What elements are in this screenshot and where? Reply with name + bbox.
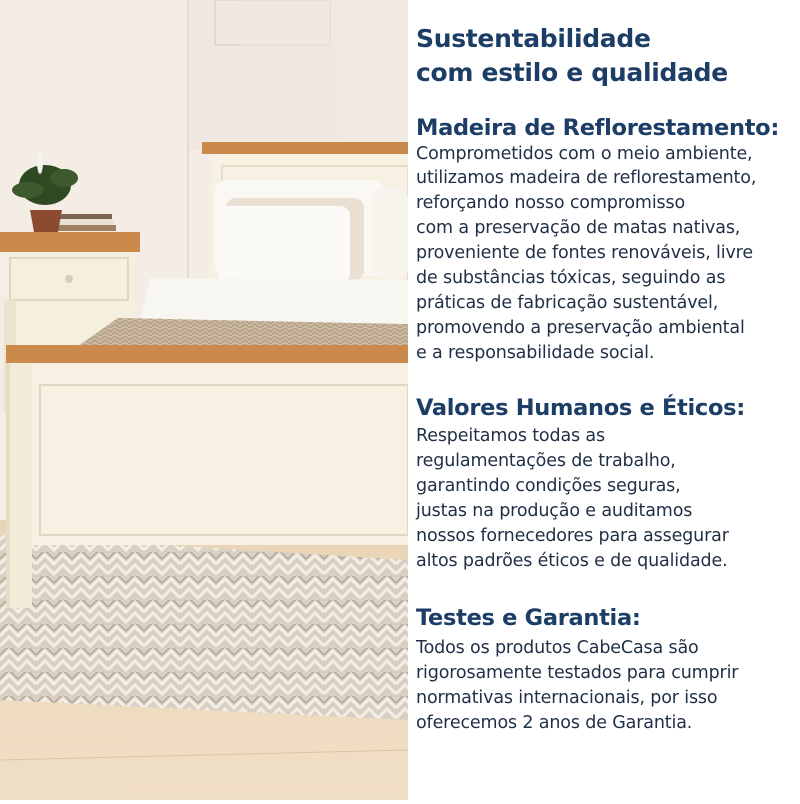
section-text-line: oferecemos 2 anos de Garantia. xyxy=(416,713,693,733)
section-title-garantia: Testes e Garantia: xyxy=(416,605,641,631)
info-text-panel xyxy=(408,0,800,800)
section-text-line: nossos fornecedores para assegurar xyxy=(416,526,729,546)
section-text-line: e a responsabilidade social. xyxy=(416,343,655,363)
section-text-line: proveniente de fontes renováveis, livre xyxy=(416,243,753,263)
section-text-line: garantindo condições seguras, xyxy=(416,476,681,496)
section-text-line: Comprometidos com o meio ambiente, xyxy=(416,144,753,164)
headline-line-2: com estilo e qualidade xyxy=(416,58,728,87)
section-text-line: regulamentações de trabalho, xyxy=(416,451,676,471)
section-text-line: rigorosamente testados para cumprir xyxy=(416,663,739,683)
section-title-reflorestamento: Madeira de Reflorestamento: xyxy=(416,115,780,141)
section-text-line: altos padrões éticos e de qualidade. xyxy=(416,551,728,571)
section-text-line: com a preservação de matas nativas, xyxy=(416,218,741,238)
section-text-line: práticas de fabricação sustentável, xyxy=(416,293,719,313)
section-title-valores: Valores Humanos e Éticos: xyxy=(416,395,745,421)
section-text-line: promovendo a preservação ambiental xyxy=(416,318,745,338)
headline-line-1: Sustentabilidade xyxy=(416,24,651,53)
section-text-line: utilizamos madeira de reflorestamento, xyxy=(416,168,757,188)
section-text-line: de substâncias tóxicas, seguindo as xyxy=(416,268,726,288)
section-text-line: Todos os produtos CabeCasa são xyxy=(416,638,699,658)
section-text-line: Respeitamos todas as xyxy=(416,426,605,446)
section-text-line: justas na produção e auditamos xyxy=(416,501,693,521)
section-text-line: reforçando nosso compromisso xyxy=(416,193,686,213)
section-text-line: normativas internacionais, por isso xyxy=(416,688,718,708)
